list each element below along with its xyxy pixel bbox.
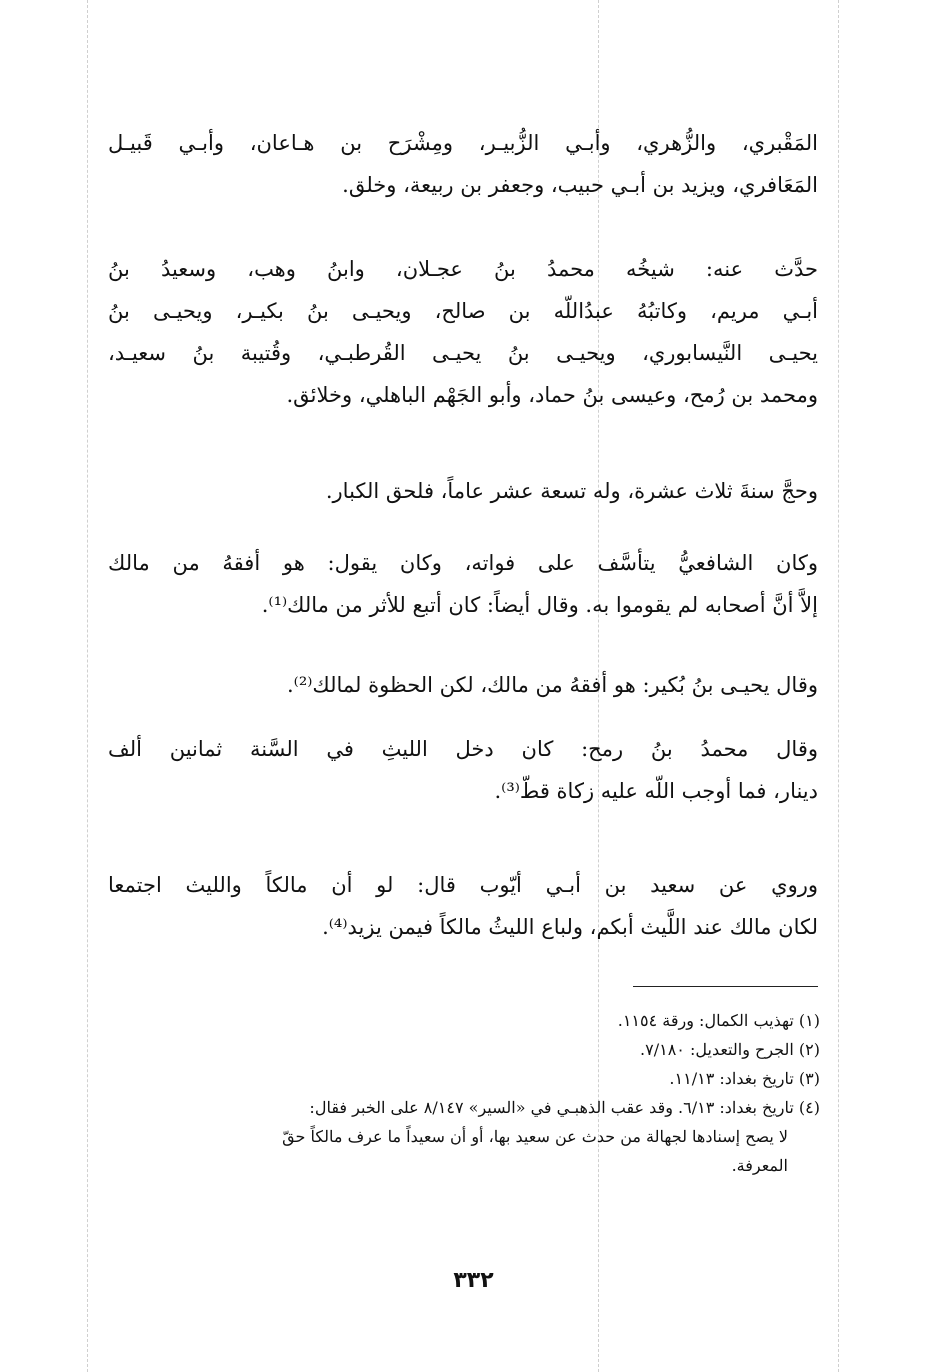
footnote-4-continuation: المعرفة. xyxy=(731,1156,788,1175)
text-line: يحيـى النَّيسابوري، ويحيـى بنُ يحيـى القُرطبـي، وقُتيبة بنُ سعيـد، xyxy=(108,341,818,365)
scan-guide-line xyxy=(838,0,839,1372)
footnotes xyxy=(108,1006,820,1180)
paragraph-shafii xyxy=(108,542,818,626)
text-line: وكان الشافعيُّ يتأسَّف على فواته، وكان يقول: هو أفقهُ من مالك xyxy=(108,551,818,575)
text-line: أبـي مريم، وكاتبُهُ عبدُاللّه بن صالح، ويحيـى بنُ بكيـر، ويحيـى بنُ xyxy=(108,299,818,323)
text-line: المَعَافري، ويزيد بن أبـي حبيب، وجعفر بن ربيعة، وخلق. xyxy=(342,173,818,197)
footnote-separator xyxy=(633,986,818,987)
paragraph-said-ayyub xyxy=(108,864,818,948)
paragraph-students xyxy=(108,248,818,416)
paragraph-teachers xyxy=(108,122,818,206)
footnote-1: (١) تهذيب الكمال: ورقة ١١٥٤. xyxy=(617,1011,820,1030)
footnote-2: (٢) الجرح والتعديل: ٧/١٨٠. xyxy=(640,1040,820,1059)
text-line: وروي عن سعيد بن أبـي أيّوب قال: لو أن مالكاً والليث اجتمعا xyxy=(108,873,818,897)
footnote-4: (٤) تاريخ بغداد: ٦/١٣. وقد عقب الذهبـي في «السير» ٨/١٤٧ على الخبر فقال: xyxy=(309,1098,820,1117)
text-line: وقال محمدُ بنُ رمح: كان دخل الليثِ في السَّنة ثمانين ألف xyxy=(108,737,818,761)
page-number: ٣٣٢ xyxy=(453,1268,494,1293)
paragraph-hajj xyxy=(108,470,818,512)
scan-guide-line xyxy=(87,0,88,1372)
text-line: دينار، فما أوجب اللّه عليه زكاة قطّ⁽³⁾. xyxy=(494,779,818,803)
text-line: لكان مالك عند اللَّيث أبكم، ولباع الليثُ مالكاً فيمن يزيد⁽⁴⁾. xyxy=(322,915,818,939)
text-line: ومحمد بن رُمح، وعيسى بنُ حماد، وأبو الجَهْم الباهلي، وخلائق. xyxy=(286,383,818,407)
text-line: إلاَّ أنَّ أصحابه لم يقوموا به. وقال أيضاً: كان أتبع للأثر من مالك⁽¹⁾. xyxy=(261,593,818,617)
paragraph-yahya-bukayr xyxy=(108,664,818,706)
text-line: حدَّث عنه: شيخُه محمدُ بنُ عجـلان، وابنُ وهب، وسعيدُ بنُ xyxy=(108,257,818,281)
text-line: وحجَّ سنةَ ثلاث عشرة، وله تسعة عشر عاماً، فلحق الكبار. xyxy=(325,479,818,503)
footnote-4-continuation: لا يصح إسنادها لجهالة من حدث عن سعيد بها، أو أن سعيداً ما عرف مالكاً حقّ xyxy=(282,1127,788,1146)
footnote-3: (٣) تاريخ بغداد: ١١/١٣. xyxy=(669,1069,820,1088)
text-line: وقال يحيـى بنُ بُكير: هو أفقهُ من مالك، لكن الحظوة لمالك⁽²⁾. xyxy=(287,673,818,697)
paragraph-ibn-rumh xyxy=(108,728,818,812)
text-line: المَقْبري، والزُّهري، وأبـي الزُّبيـر، ومِشْرَح بن هـاعان، وأبـي قَبيـل xyxy=(108,131,818,155)
